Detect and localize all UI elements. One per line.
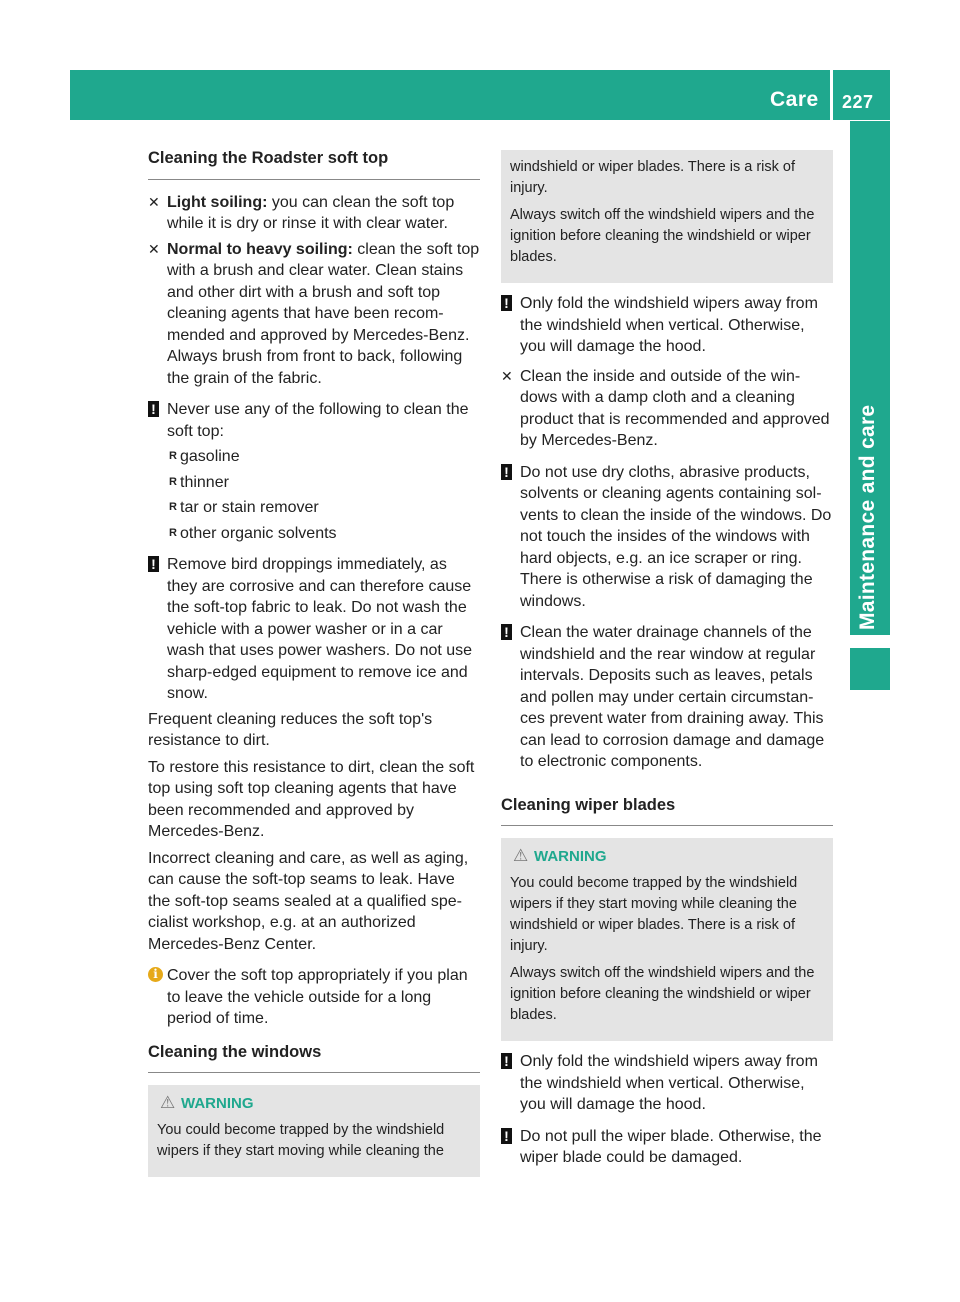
warning-title xyxy=(157,1093,471,1114)
exclamation-icon: ! xyxy=(148,401,159,417)
step-label: Light soiling: xyxy=(167,193,268,211)
list-item: R thinner xyxy=(169,472,480,494)
exclamation-icon: ! xyxy=(501,1128,512,1144)
exclamation-icon: ! xyxy=(501,1053,512,1069)
warning-text: Always switch off the windshield wipers and the ignition before cleaning the windshield or wiper blades. xyxy=(510,207,815,265)
page-number: 227 xyxy=(842,92,874,112)
note-fold-wipers-2 xyxy=(501,1051,833,1116)
section-title: Care xyxy=(770,88,819,111)
warning-title-text: WARNING xyxy=(181,1095,254,1112)
note-text: Only fold the windshield wipers away from the windshield when vertical. Otherwise, you will damage the hood. xyxy=(520,295,818,355)
step-label: Normal to heavy soiling: xyxy=(167,240,353,258)
list-item: R other organic solvents xyxy=(169,523,480,545)
warning-text: You could become trapped by the windshield wipers if they start moving while cleaning the windshield or wiper blades. There is a risk of injury. xyxy=(510,875,798,954)
step-clean-windows xyxy=(501,366,833,452)
exclamation-icon: ! xyxy=(148,556,159,572)
note-text: Never use any of the following to clean the soft top: xyxy=(167,401,469,440)
list-item: R tar or stain remover xyxy=(169,497,480,519)
note-fold-wipers xyxy=(501,293,833,358)
note-text: Remove bird droppings immediately, as they are corrosive and can therefore cause the soft-top fabric to leak. Do not wash the vehicle with a power washer or in a car wash that uses power washers. Do not use sharp-edged equipment to remove ice and snow. xyxy=(167,556,473,702)
warning-text: You could become trapped by the windshield wipers if they start moving while cleaning the xyxy=(157,1122,445,1159)
note-text: Clean the water drainage channels of the windshield and the rear window at regular intervals. Deposits such as leaves, petals and pollen may under certain circumstan- ces prevent water from draining away. This can lead to corrosion damage and damage to electronic components. xyxy=(520,624,825,770)
warning-text: Always switch off the windshield wipers and the ignition before cleaning the windshield or wiper blades. xyxy=(510,965,815,1023)
paragraph: Frequent cleaning reduces the soft top's resistance to dirt. xyxy=(148,710,433,749)
warning-triangle-icon: ⚠ xyxy=(160,1093,176,1112)
note-bird-droppings xyxy=(148,554,480,705)
step-heavy-soiling xyxy=(148,239,480,390)
header-separator xyxy=(830,70,833,120)
side-tab-label: Maintenance and care xyxy=(856,404,879,630)
info-icon: i xyxy=(148,967,163,982)
info-cover-soft-top xyxy=(148,965,480,1030)
warning-box xyxy=(148,1085,480,1177)
step-text: you can clean the soft top while it is dry or rinse it with clear water. xyxy=(167,193,455,232)
note-wiper-blade xyxy=(501,1126,833,1169)
paragraph: Incorrect cleaning and care, as well as aging, can cause the soft-top seams to leak. Have the soft-top seams sealed at a qualified spe- cialist workshop, e.g. at an authorized Mercedes-Benz Center. xyxy=(148,849,469,953)
exclamation-icon: ! xyxy=(501,624,512,640)
warning-title-text: WARNING xyxy=(534,848,607,865)
note-dry-cloths xyxy=(501,462,833,613)
warning-box xyxy=(501,838,833,1041)
step-text: Clean the inside and outside of the win- dows with a damp cloth and a cleaning product that is recommended and approved by Mercedes-Benz. xyxy=(520,367,830,449)
exclamation-icon: ! xyxy=(501,295,512,311)
note-drainage-channels xyxy=(501,622,833,773)
solvent-list xyxy=(148,446,480,544)
right-column xyxy=(501,150,833,1173)
side-tab-marker xyxy=(850,648,890,690)
step-light-soiling xyxy=(148,192,480,235)
note-text: Do not use dry cloths, abrasive products, solvents or cleaning agents containing sol- vents to clean the inside of the windows. Do not touch the insides of the windows with hard objects, e.g. an ice scraper or ring. There is otherwise a risk of damaging the windows. xyxy=(520,463,832,610)
heading-roadster-soft-top: Cleaning the Roadster soft top xyxy=(148,148,480,180)
exclamation-icon: ! xyxy=(501,464,512,480)
list-item: R gasoline xyxy=(169,446,480,468)
warning-text: windshield or wiper blades. There is a risk of injury. xyxy=(510,159,796,196)
paragraph: To restore this resistance to dirt, clean the soft top using soft top cleaning agents that have been recommended and approved by Mercedes-Benz. xyxy=(148,758,475,840)
warning-triangle-icon: ⚠ xyxy=(513,846,529,865)
info-text: Cover the soft top appropriately if you plan to leave the vehicle outside for a long period of time. xyxy=(167,967,468,1027)
warning-title xyxy=(510,846,824,867)
warning-box-continued xyxy=(501,150,833,283)
step-text: clean the soft top with a brush and clear water. Clean stains and other dirt with a brush and soft top cleaning agents that have been recom- mended and approved by Mercedes-Benz. Always brush from front to back, following the grain of the fabric. xyxy=(167,240,480,387)
left-column xyxy=(148,148,480,1187)
heading-cleaning-windows: Cleaning the windows xyxy=(148,1042,480,1074)
heading-cleaning-wiper-blades: Cleaning wiper blades xyxy=(501,795,833,827)
note-text: Only fold the windshield wipers away from the windshield when vertical. Otherwise, you will damage the hood. xyxy=(520,1053,818,1113)
note-text: Do not pull the wiper blade. Otherwise, the wiper blade could be damaged. xyxy=(520,1127,822,1166)
header-bar xyxy=(70,70,890,120)
note-never-use xyxy=(148,399,480,442)
